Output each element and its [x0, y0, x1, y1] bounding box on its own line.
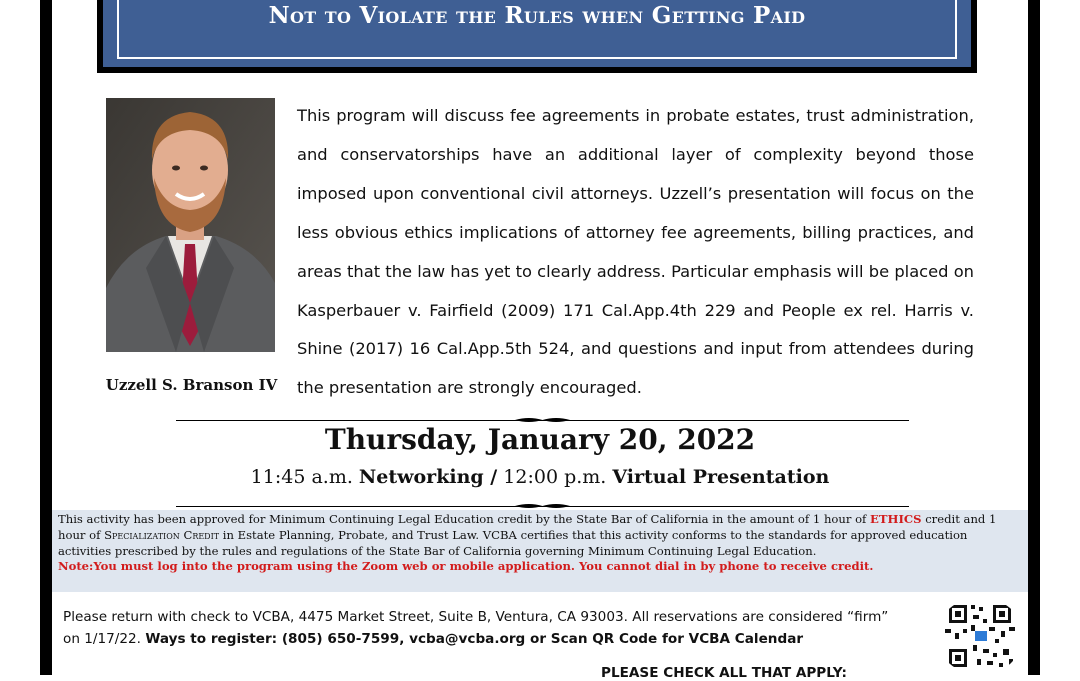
check-all-heading: PLEASE CHECK ALL THAT APPLY:	[601, 665, 847, 681]
event-time	[0, 466, 1080, 488]
speaker-name: Uzzell S. Branson IV	[105, 376, 278, 394]
register-text: Ways to register: (805) 650-7599, vcba@vcba.org or Scan QR Code for VCBA Calendar	[145, 631, 804, 647]
ornament-bottom-icon	[515, 502, 570, 510]
mcle-notice	[52, 510, 1028, 592]
speaker-photo	[106, 98, 275, 352]
qr-code[interactable]	[937, 597, 1023, 675]
presentation-label: Virtual Presentation	[612, 466, 830, 488]
specialization-label: Specialization Credit	[104, 527, 220, 542]
return-info	[63, 606, 903, 650]
qr-code-icon	[937, 597, 1023, 675]
mcle-text-1: This activity has been approved for Minimum Continuing Legal Education credit by the State Bar of California in the amount of 1 hour of	[58, 512, 867, 526]
mcle-text-3: in Estate Planning, Probate, and Trust Law. VCBA certifies that this activity conforms to the standards for approved education activities prescribed by the rules and regulations of the State Bar of California governing Minimum Continuing Legal Education.	[58, 527, 968, 558]
title-banner	[97, 0, 977, 73]
presentation-time: 12:00 p.m.	[503, 466, 607, 488]
networking-label: Networking /	[358, 466, 498, 488]
page-border-left	[40, 0, 52, 675]
ethics-label: ETHICS	[870, 512, 922, 526]
speaker-photo-icon	[106, 98, 275, 352]
page-border-right	[1028, 0, 1040, 675]
zoom-note: Note:You must log into the program using the Zoom web or mobile application. You cannot dial in by phone to receive credit.	[58, 559, 874, 574]
banner-title: Not to Violate the Rules when Getting Paid	[268, 2, 806, 29]
networking-time: 11:45 a.m.	[250, 466, 353, 488]
program-description: This program will discuss fee agreements in probate estates, trust administration, and conservatorships have an additional layer of complexity beyond those imposed upon conventional civil attorneys. Uzzell’s presentation will focus on the less obvious ethics implications of attorney fee agreements, billing practices, and areas that the law has yet to clearly address. Particular emphasis will be placed on Kasperbauer v. Fairfield (2009) 171 Cal.App.4th 229 and People ex rel. Harris v. Shine (2017) 16 Cal.App.5th 524, and questions and input from attendees during the presentation are strongly encouraged.	[297, 106, 974, 398]
mcle-text-2: credit and 1 hour of	[58, 512, 997, 542]
return-text: Please return with check to VCBA, 4475 Market Street, Suite B, Ventura, CA 93003. All reservations are considered “firm” on 1/17/22.	[63, 609, 889, 647]
event-date: Thursday, January 20, 2022	[324, 423, 756, 456]
